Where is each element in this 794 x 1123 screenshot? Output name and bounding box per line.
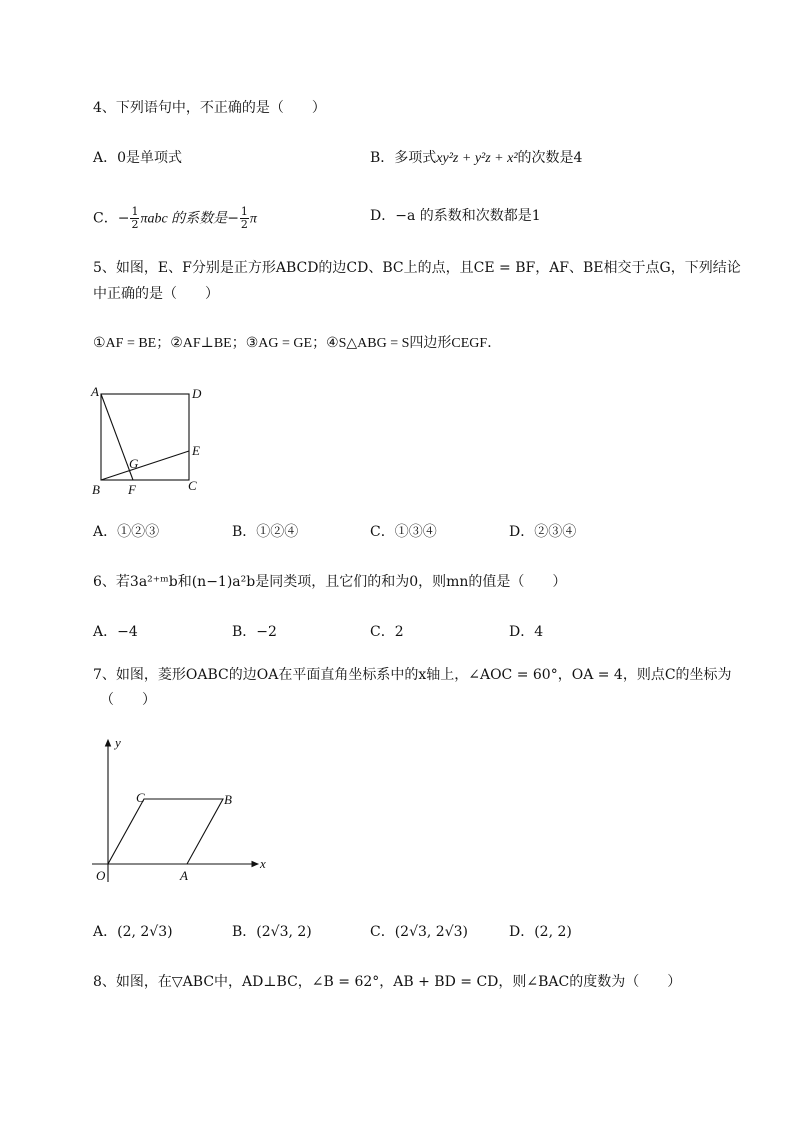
- q5-option-d: D．②③④: [509, 524, 577, 540]
- q8-stem: 8、如图，在▽ABC中，AD⊥BC，∠B = 62°，AB + BD = CD，则∠BAC的度数为（ ）: [93, 974, 682, 990]
- label-c: C: [136, 790, 145, 805]
- q7-option-c: C．(2√3, 2√3): [370, 924, 469, 940]
- q5-square-figure: [85, 382, 215, 502]
- q4-stem: 4、下列语句中，不正确的是（ ）: [93, 100, 326, 116]
- q6-option-b: B．−2: [232, 624, 277, 640]
- q7-option-a: A．(2, 2√3): [93, 924, 173, 940]
- label-a: A: [91, 384, 99, 399]
- q7-option-d: D．(2, 2): [509, 924, 572, 940]
- q6-option-a: A．−4: [93, 624, 138, 640]
- segment-be: [101, 451, 189, 480]
- q5-option-b: B．①②④: [232, 524, 299, 540]
- label-x: x: [260, 856, 266, 871]
- label-o: O: [96, 868, 106, 883]
- q4-option-c-frac1: $\frac{1}{2}$: [131, 205, 139, 231]
- label-g: G: [129, 456, 139, 471]
- q5-conclusions: ①AF = BE；②AF⊥BE；③AG = GE；④S△ABG = S四边形CEGF．: [93, 336, 502, 351]
- q4-option-b-prefix: B．多项式: [370, 150, 437, 166]
- q4-option-c-suffix: π: [249, 211, 257, 227]
- square-abcd: [101, 394, 189, 480]
- q4-option-c-frac2: $\frac{1}{2}$: [240, 205, 248, 231]
- q4-option-b-suffix: 的次数是4: [517, 150, 583, 166]
- label-y: y: [115, 735, 121, 750]
- rhombus-oabc: [108, 799, 223, 864]
- q4-option-a: A．0是单项式: [93, 150, 183, 166]
- q5-stem-line1: 5、如图，E、F分别是正方形ABCD的边CD、BC上的点，且CE = BF，AF、BE相交于点G，下列结论: [93, 260, 741, 276]
- q4-option-d: D．−a 的系数和次数都是1: [370, 208, 541, 224]
- q7-stem-line2: （ ）: [100, 692, 156, 708]
- q6-stem: 6、若3a²⁺ᵐb和(n−1)a²b是同类项，且它们的和为0，则mn的值是（ ）: [93, 574, 567, 590]
- q7-coordinate-figure: [88, 732, 278, 892]
- q7-option-b: B．(2√3, 2): [232, 924, 312, 940]
- label-c: C: [188, 478, 197, 493]
- label-f: F: [128, 482, 136, 497]
- q4-option-c: C．− $\frac{1}{2}$ πabc 的系数是− $\frac{1}{2}$ π: [93, 205, 257, 231]
- q5-option-a: A．①②③: [93, 524, 160, 540]
- q5-stem-line2: 中正确的是（ ）: [93, 286, 219, 302]
- q5-option-c: C．①③④: [370, 524, 437, 540]
- q4-option-b: [370, 148, 582, 169]
- q6-option-c: C．2: [370, 624, 404, 640]
- q4-option-c-mid: πabc 的系数是: [140, 211, 228, 227]
- q4-option-b-expr: xy²z + y²z + x²: [436, 151, 518, 166]
- label-d: D: [192, 386, 202, 401]
- label-a: A: [180, 868, 188, 883]
- q6-option-d: D．4: [509, 624, 544, 640]
- label-b: B: [92, 482, 100, 497]
- label-e: E: [192, 443, 200, 458]
- q4-option-c-prefix: C．: [93, 210, 118, 227]
- q7-stem-line1: 7、如图，菱形OABC的边OA在平面直角坐标系中的x轴上，∠AOC = 60°，OA = 4，则点C的坐标为: [93, 667, 732, 683]
- label-b: B: [224, 792, 232, 807]
